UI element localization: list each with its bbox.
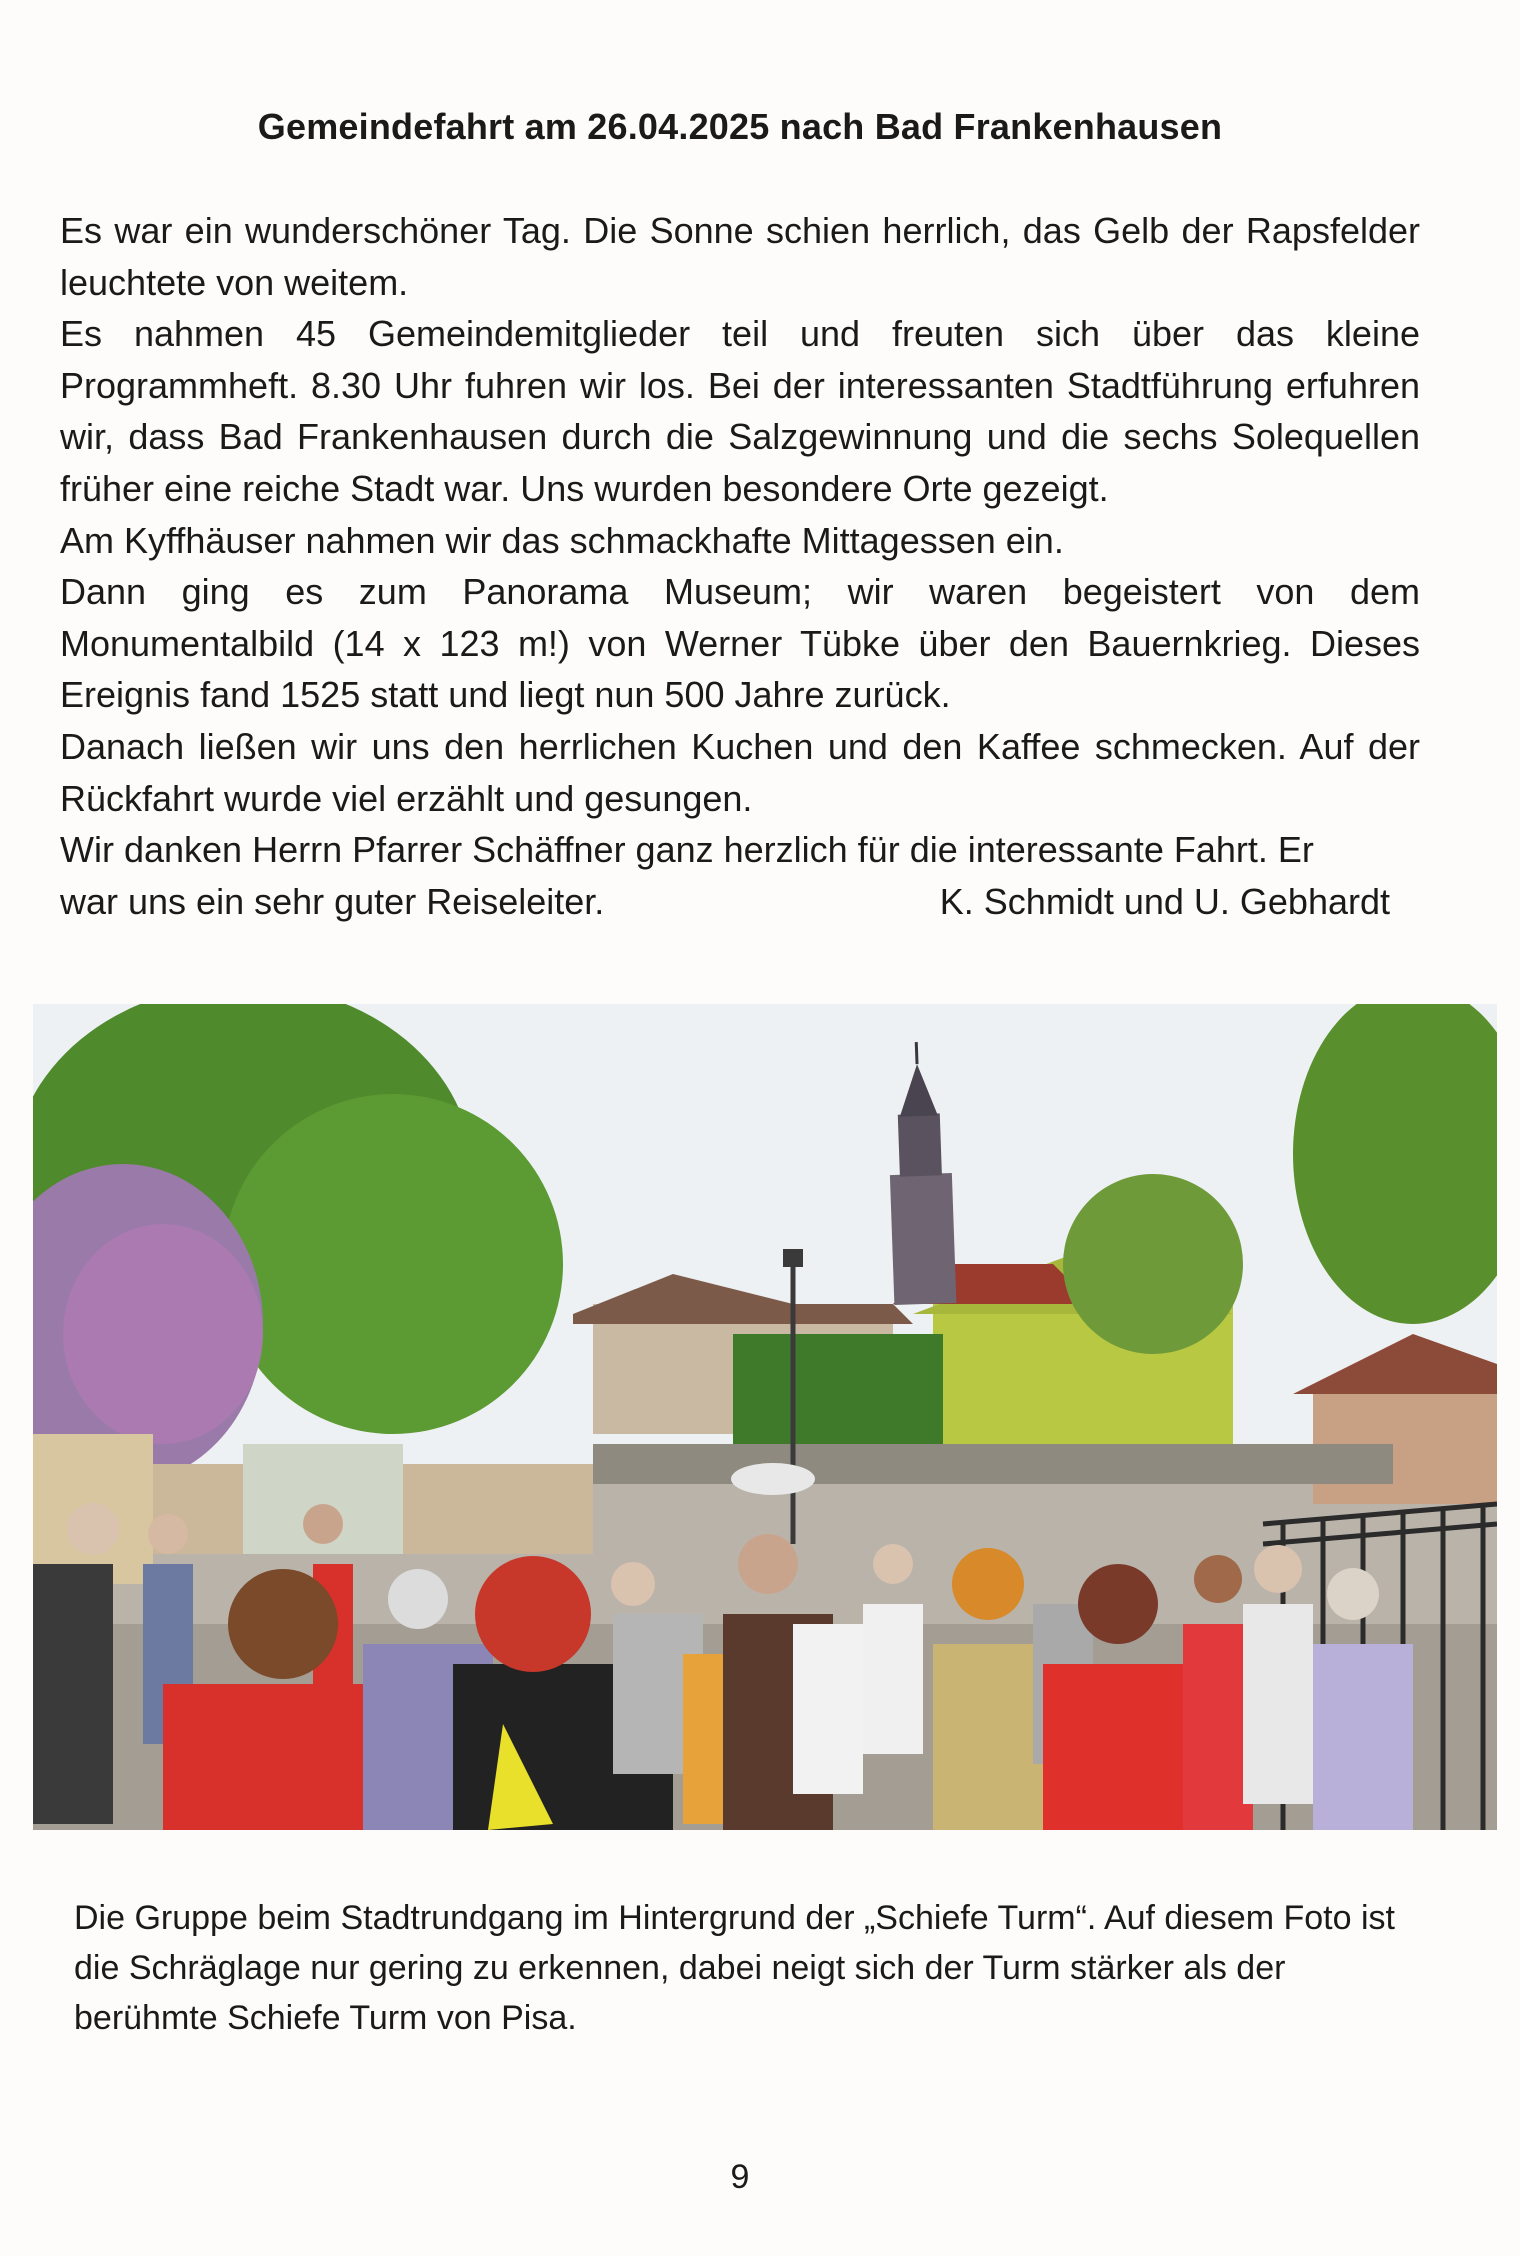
author-signature: K. Schmidt und U. Gebhardt <box>939 880 1390 922</box>
paragraph-3: Am Kyffhäuser nahmen wir das schmackhafte Mittagessen ein. <box>60 519 1064 561</box>
caption-text: Die Gruppe beim Stadtrundgang im Hintergrund der „Schiefe Turm“. Auf diesem Foto ist die Schräglage nur gering zu erkennen, dabei neigt sich der Turm stärker als der berühmte Schiefe Turm von Pisa. <box>74 1899 1395 2037</box>
paragraph-2: Es nahmen 45 Gemeindemitglieder teil und freuten sich über das kleine Programmheft. 8.30 Uhr fuhren wir los. Bei der interessanten Stadtführung erfuhren wir, dass Bad Frankenhausen durch die Salzgewinnung und die sechs Solequellen früher eine reiche Stadt war. Uns wurden besondere Orte gezeigt. <box>60 313 1420 509</box>
photo-caption <box>74 1893 1414 2043</box>
page-title: Gemeindefahrt am 26.04.2025 nach Bad Frankenhausen <box>257 106 1223 147</box>
town-tour-photo <box>33 1004 1497 1830</box>
closing-line <box>60 876 1390 928</box>
article-body <box>60 205 1420 927</box>
paragraph-1: Es war ein wunderschöner Tag. Die Sonne schien herrlich, das Gelb der Rapsfelder leuchtete von weitem. <box>60 210 1420 303</box>
page-number: 9 <box>730 2158 750 2196</box>
group-photo <box>33 1004 1497 1830</box>
paragraph-4: Dann ging es zum Panorama Museum; wir waren begeistert von dem Monumentalbild (14 x 123 m!) von Werner Tübke über den Bauernkrieg. Dieses Ereignis fand 1525 statt und liegt nun 500 Jahre zurück. <box>60 571 1420 716</box>
closing-text: war uns ein sehr guter Reiseleiter. <box>60 880 605 922</box>
paragraph-5: Danach ließen wir uns den herrlichen Kuchen und den Kaffee schmecken. Auf der Rückfahrt wurde viel erzählt und gesungen. <box>60 725 1420 819</box>
paragraph-6: Wir danken Herrn Pfarrer Schäffner ganz herzlich für die interessante Fahrt. Er <box>60 829 1314 871</box>
